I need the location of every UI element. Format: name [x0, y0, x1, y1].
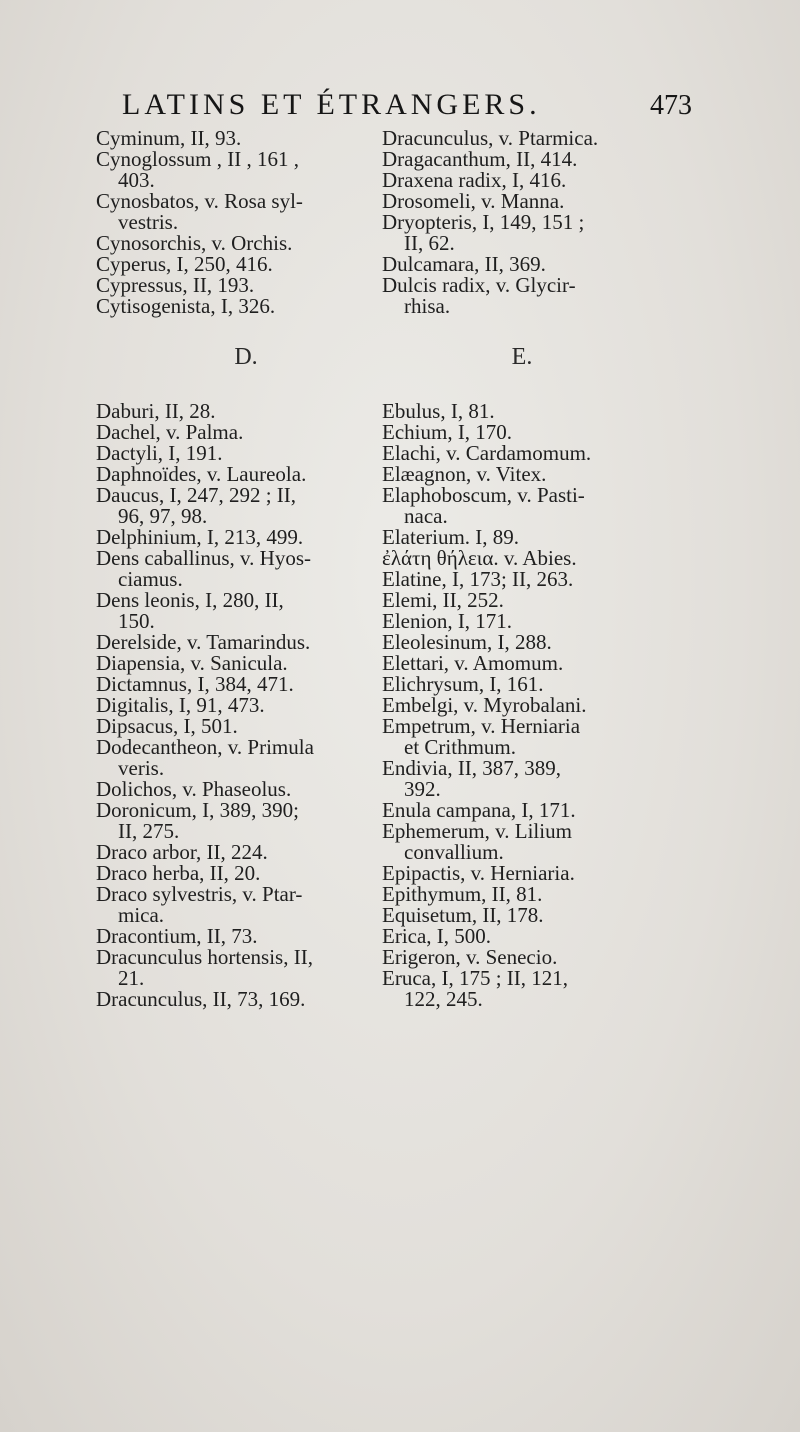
section-letter-d: D. [234, 344, 258, 370]
entry-line: Empetrum, v. Herniaria [382, 714, 581, 738]
entry-line: Elæagnon, v. Vitex. [382, 462, 547, 486]
entry-continuation: naca. [404, 504, 448, 528]
entry-line: Cyminum, II, 93. [96, 126, 242, 150]
entry-line: Dodecantheon, v. Primula [96, 735, 314, 759]
index-entry [382, 632, 772, 653]
running-title: LATINS ET ÉTRANGERS. [122, 88, 541, 121]
index-entry [382, 212, 772, 254]
entry-line: Dryopteris, I, 149, 151 ; [382, 210, 585, 234]
entry-line: Digitalis, I, 91, 473. [96, 693, 265, 717]
entry-line: Dulcis radix, v. Glycir- [382, 273, 576, 297]
index-entry [382, 128, 772, 149]
entry-line: Equisetum, II, 178. [382, 903, 544, 927]
entry-line: Diapensia, v. Sanicula. [96, 651, 288, 675]
index-entry [382, 191, 772, 212]
entry-continuation: 403. [118, 168, 155, 192]
right-section-entries [382, 401, 772, 1010]
index-entry [382, 443, 772, 464]
entry-continuation: rhisa. [404, 294, 451, 318]
index-entry [382, 548, 772, 569]
entry-line: Epithymum, II, 81. [382, 882, 543, 906]
entry-line: Embelgi, v. Myrobalani. [382, 693, 587, 717]
entry-line: Dolichos, v. Phaseolus. [96, 777, 292, 801]
index-entry [382, 653, 772, 674]
entry-line: Cynoglossum , II , 161 , [96, 147, 300, 171]
entry-line: Cynosbatos, v. Rosa syl- [96, 189, 303, 213]
entry-continuation: mica. [118, 903, 165, 927]
entry-line: Erica, I, 500. [382, 924, 492, 948]
entry-line: Ephemerum, v. Lilium [382, 819, 572, 843]
index-entry [382, 464, 772, 485]
index-entry [382, 170, 772, 191]
entry-continuation: 96, 97, 98. [118, 504, 208, 528]
index-entry [382, 254, 772, 275]
entry-line: Cyperus, I, 250, 416. [96, 252, 273, 276]
entry-continuation: et Crithmum. [404, 735, 516, 759]
entry-line: Draco sylvestris, v. Ptar- [96, 882, 303, 906]
index-entry [382, 527, 772, 548]
entry-line: Dachel, v. Palma. [96, 420, 244, 444]
entry-continuation: ciamus. [118, 567, 183, 591]
index-entry [382, 884, 772, 905]
entry-line: Daburi, II, 28. [96, 399, 216, 423]
entry-line: Epipactis, v. Herniaria. [382, 861, 575, 885]
entry-continuation: II, 62. [404, 231, 455, 255]
entry-line: Dulcamara, II, 369. [382, 252, 546, 276]
index-entry [382, 275, 772, 317]
entry-line: Dactyli, I, 191. [96, 441, 223, 465]
entry-line: Echium, I, 170. [382, 420, 513, 444]
entry-line: Enula campana, I, 171. [382, 798, 576, 822]
entry-continuation: II, 275. [118, 819, 180, 843]
entry-line: Derelside, v. Tamarindus. [96, 630, 311, 654]
index-entry [382, 485, 772, 527]
entry-continuation: 392. [404, 777, 441, 801]
entry-line: Elettari, v. Amomum. [382, 651, 564, 675]
index-entry [382, 926, 772, 947]
index-entry [382, 968, 772, 1010]
index-entry [382, 863, 772, 884]
entry-continuation: 21. [118, 966, 145, 990]
entry-line: Elichrysum, I, 161. [382, 672, 544, 696]
section-letter-e: E. [511, 344, 533, 370]
entry-line: Dracontium, II, 73. [96, 924, 258, 948]
entry-line: Elachi, v. Cardamomum. [382, 441, 592, 465]
entry-line: Eruca, I, 175 ; II, 121, [382, 966, 569, 990]
entry-line: Elatine, I, 173; II, 263. [382, 567, 574, 591]
entry-line: Delphinium, I, 213, 499. [96, 525, 304, 549]
entry-continuation: 150. [118, 609, 155, 633]
entry-line: Drosomeli, v. Manna. [382, 189, 565, 213]
entry-line: Eleolesinum, I, 288. [382, 630, 552, 654]
entry-line: Daphnoïdes, v. Laureola. [96, 462, 307, 486]
index-entry [382, 716, 772, 758]
entry-line: Cytisogenista, I, 326. [96, 294, 276, 318]
index-entry [382, 611, 772, 632]
entry-continuation: vestris. [118, 210, 179, 234]
entry-line: Dragacanthum, II, 414. [382, 147, 578, 171]
index-entry [382, 401, 772, 422]
index-entry [382, 821, 772, 863]
entry-line: Dictamnus, I, 384, 471. [96, 672, 294, 696]
right-top-entries [382, 128, 772, 317]
index-entry [382, 590, 772, 611]
entry-line: Elenion, I, 171. [382, 609, 513, 633]
entry-line: ἐλάτη θήλεια. v. Abies. [382, 546, 577, 570]
entry-line: Dracunculus, v. Ptarmica. [382, 126, 599, 150]
entry-line: Draco herba, II, 20. [96, 861, 261, 885]
entry-continuation: convallium. [404, 840, 504, 864]
entry-line: Dipsacus, I, 501. [96, 714, 238, 738]
entry-continuation: veris. [118, 756, 165, 780]
page-header [122, 88, 692, 128]
right-column [382, 128, 772, 1010]
entry-line: Doronicum, I, 389, 390; [96, 798, 299, 822]
entry-line: Draco arbor, II, 224. [96, 840, 268, 864]
index-entry [382, 695, 772, 716]
entry-line: Elaphoboscum, v. Pasti- [382, 483, 585, 507]
entry-line: Dens caballinus, v. Hyos- [96, 546, 312, 570]
page-number: 473 [650, 90, 692, 121]
index-entry [382, 569, 772, 590]
entry-line: Draxena radix, I, 416. [382, 168, 567, 192]
index-entry [382, 674, 772, 695]
index-entry [382, 149, 772, 170]
entry-line: Cynosorchis, v. Orchis. [96, 231, 293, 255]
index-entry [382, 422, 772, 443]
entry-line: Daucus, I, 247, 292 ; II, [96, 483, 297, 507]
index-entry [382, 758, 772, 800]
entry-line: Cypressus, II, 193. [96, 273, 255, 297]
index-entry [382, 800, 772, 821]
entry-line: Elaterium. I, 89. [382, 525, 520, 549]
entry-line: Dracunculus, II, 73, 169. [96, 987, 306, 1011]
entry-line: Ebulus, I, 81. [382, 399, 495, 423]
entry-line: Dens leonis, I, 280, II, [96, 588, 284, 612]
entry-continuation: 122, 245. [404, 987, 483, 1011]
entry-line: Dracunculus hortensis, II, [96, 945, 313, 969]
entry-line: Elemi, II, 252. [382, 588, 504, 612]
entry-line: Erigeron, v. Senecio. [382, 945, 558, 969]
entry-line: Endivia, II, 387, 389, [382, 756, 562, 780]
index-entry [382, 947, 772, 968]
index-entry [382, 905, 772, 926]
